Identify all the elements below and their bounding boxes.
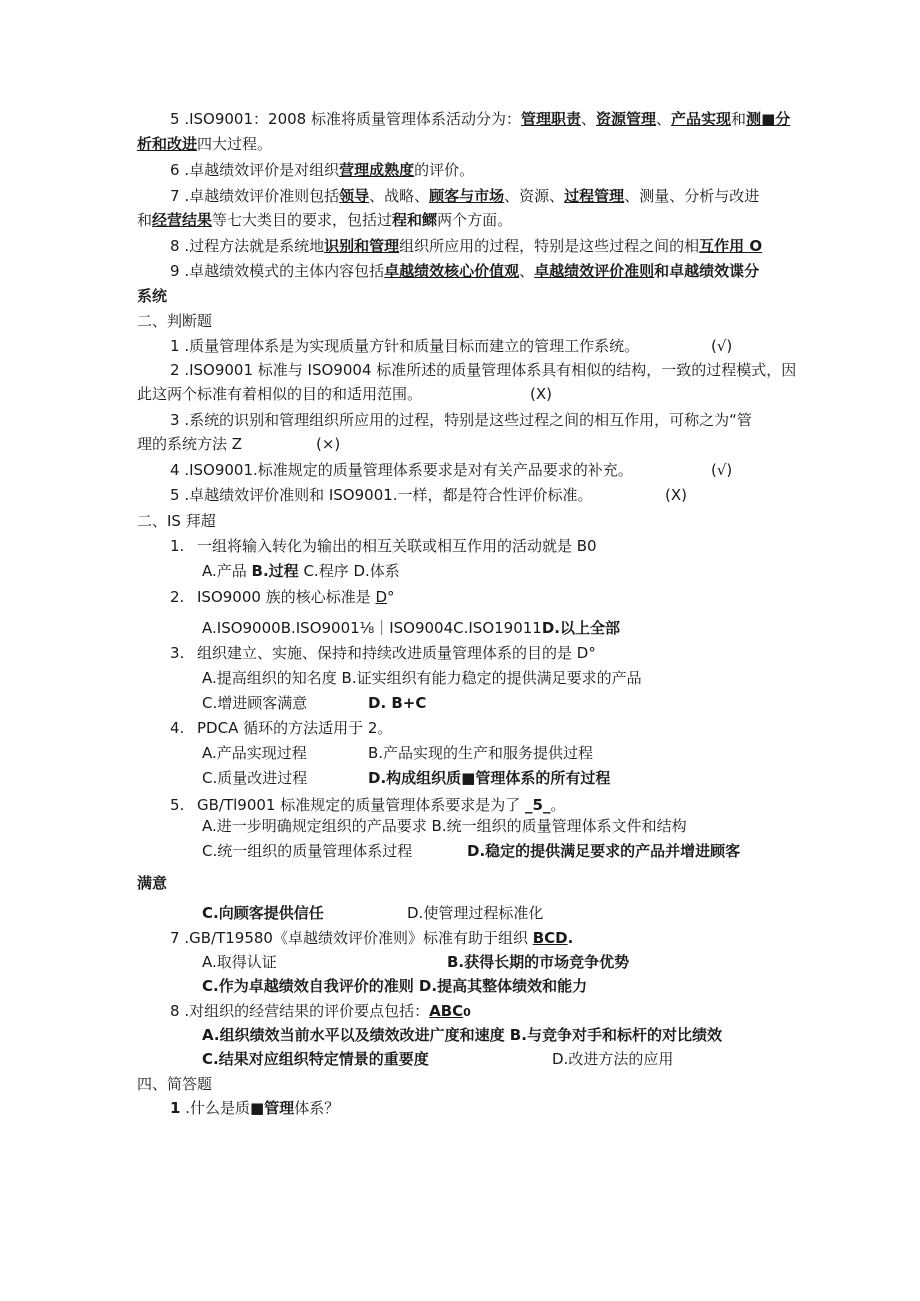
choice-q7-answer: BCD	[532, 929, 568, 947]
judge-item-3-cont: 理的系统方法 Z	[137, 435, 243, 453]
choice-q7	[170, 927, 573, 949]
fill-q5-answer-4-cont: 析和改进	[137, 135, 198, 153]
fill-q7-text-2: 、战略、	[369, 187, 430, 205]
fill-q5-answer-1: 管理职责	[520, 110, 581, 128]
choice-q7-opt-b: B.获得长期的市场竞争优势	[447, 953, 630, 971]
fill-q7	[170, 185, 759, 207]
choice-q3-num: 3.	[170, 644, 185, 662]
judge-item-4-num: 4	[170, 461, 180, 479]
fill-q7-answer-4: 经营结果	[152, 211, 213, 229]
choice-q5-end: 。	[550, 796, 566, 814]
choice-q3-opt2: C.增进顾客满意	[202, 694, 308, 712]
choice-q7-text: .GB/T19580《卓越绩效评价准则》标准有助于组织	[184, 929, 533, 947]
choice-q4-opt-a: A.产品实现过程	[202, 744, 307, 762]
choice-q3-opt2b: D. B+C	[368, 694, 427, 712]
choice-q1-options	[202, 560, 400, 582]
choice-q5-text: GB/Tl9001 标准规定的质量管理体系要求是为了	[197, 796, 526, 814]
choice-q4-opt-d: D.构成组织质■管理体系的所有过程	[368, 769, 611, 787]
choice-q5-opt-d: D.稳定的提供满足要求的产品并增进顾客	[467, 842, 741, 860]
fill-q7-text-3: 、资源、	[504, 187, 565, 205]
fill-q5-cont-text: 四大过程。	[197, 135, 273, 153]
choice-q4	[170, 717, 392, 739]
choice-q5-opt1: A.进一步明确规定组织的产品要求 B.统一组织的质量管理体系文件和结构	[202, 817, 687, 835]
short-q1-text: .什么是质	[185, 1099, 250, 1117]
choice-q8-num: 8	[170, 1002, 180, 1020]
fill-q6-num: 6	[170, 161, 180, 179]
fill-q5-answer-4: 测■分	[746, 110, 791, 128]
choice-q8-opt-c: C.结果对应组织特定情景的重要度	[202, 1050, 429, 1068]
choice-q5-opt-c2: C.向顾客提供信任	[202, 904, 324, 922]
judge-item-3-num: 3	[170, 411, 180, 429]
fill-q5-answer-3: 产品实现	[671, 110, 732, 128]
fill-q5-and: 和	[731, 110, 747, 128]
fill-q7-cont-text: 等七大类目的要求，包括过	[212, 211, 393, 229]
judge-item-1-num: 1	[170, 337, 180, 355]
fill-q5-text: .ISO9001：2008 标准将质量管理体系活动分为：	[184, 110, 521, 128]
choice-q4-opt-c: C.质量改进过程	[202, 769, 308, 787]
choice-q5-opt-d2: D.使管理过程标准化	[407, 904, 544, 922]
fill-q9-sep: 、	[519, 262, 535, 280]
fill-q5-cont	[137, 133, 272, 155]
choice-q8-text: .对组织的经营结果的评价要点包括：	[184, 1002, 430, 1020]
choice-q2-num: 2.	[170, 588, 185, 606]
judge-item-2-cont: 此这两个标准有着相似的目的和适用范围。	[137, 385, 423, 403]
choice-q4-text: PDCA 循环的方法适用于 2。	[197, 719, 393, 737]
fill-q7-answer-5: 程和鳏	[392, 211, 438, 229]
fill-q8-answer-2: 互作用 O	[699, 237, 763, 255]
choice-q2-answer: D	[375, 588, 388, 606]
choice-q2-opt-d: D.以上全部	[541, 619, 621, 637]
choice-q1-opt-rest: C.程序 D.体系	[298, 562, 400, 580]
judge-item-4	[170, 459, 633, 481]
judge-item-1	[170, 335, 639, 357]
fill-q9-cont: 系统	[137, 287, 168, 305]
judge-item-2-text: .ISO9001 标准与 ISO9004 标准所述的质量管理体系具有相似的结构，一致的过程模式，因	[184, 361, 797, 379]
choice-q5-num: 5.	[170, 796, 185, 814]
judge-item-4-text: .ISO9001.标准规定的质量管理体系要求是对有关产品要求的补充。	[184, 461, 633, 479]
judge-item-1-text: .质量管理体系是为实现质量方针和质量目标而建立的管理工作系统。	[184, 337, 640, 355]
fill-q6	[170, 159, 474, 181]
fill-q6-answer: 营理成熟度	[339, 161, 415, 179]
short-q1-bold: ■管理	[250, 1099, 295, 1117]
fill-q9	[170, 260, 759, 282]
choice-q2	[170, 586, 395, 608]
fill-q5-answer-2: 资源管理	[596, 110, 657, 128]
choice-q3-text: 组织建立、实施、保持和持续改进质量管理体系的目的是 D°	[197, 644, 596, 662]
judge-item-5-num: 5	[170, 486, 180, 504]
fill-q5	[170, 108, 790, 130]
fill-q7-answer-1: 领导	[339, 187, 370, 205]
fill-q5-sep-1: 、	[580, 110, 596, 128]
judge-item-2-mark: (X)	[530, 385, 552, 403]
short-q1	[170, 1097, 339, 1119]
choice-q5-opt-c: C.统一组织的质量管理体系过程	[202, 842, 413, 860]
fill-q7-answer-2: 顾客与市场	[429, 187, 505, 205]
choice-q2-deg: °	[387, 588, 395, 606]
fill-q7-cont-end: 两个方面。	[437, 211, 513, 229]
fill-q9-num: 9	[170, 262, 180, 280]
fill-q9-answer-1: 卓越绩效核心价值观	[384, 262, 520, 280]
choice-q3	[170, 642, 596, 664]
judge-item-1-mark: (√)	[711, 337, 733, 355]
choice-q4-opt-b: B.产品实现的生产和服务提供过程	[368, 744, 594, 762]
choice-q1-num: 1.	[170, 537, 185, 555]
short-heading: 四、简答题	[137, 1075, 213, 1093]
short-q1-num: 1	[170, 1099, 181, 1117]
choice-q8	[170, 1000, 471, 1024]
choice-heading: 二、IS 拜超	[137, 512, 216, 530]
fill-q6-text: .卓越绩效评价是对组织	[184, 161, 340, 179]
choice-q1-opt-b: B.过程	[251, 562, 299, 580]
fill-q5-sep-2: 、	[656, 110, 672, 128]
judge-item-3-mark: (×)	[316, 435, 341, 453]
choice-q8-answer: ABC	[429, 1002, 464, 1020]
choice-q2-text: ISO9000 族的核心标准是	[197, 588, 376, 606]
judge-item-5	[170, 484, 593, 506]
short-q1-end: 体系？	[294, 1099, 340, 1117]
fill-q7-cont-and: 和	[137, 211, 153, 229]
choice-q5-answer: _5_	[525, 796, 551, 814]
judge-item-5-text: .卓越绩效评价准则和 ISO9001.一样，都是符合性评价标准。	[184, 486, 593, 504]
choice-q4-num: 4.	[170, 719, 185, 737]
fill-q7-num: 7	[170, 187, 180, 205]
choice-q7-num: 7	[170, 929, 180, 947]
fill-q9-text: .卓越绩效模式的主体内容包括	[184, 262, 385, 280]
choice-q1-text: 一组将输入转化为输出的相互关联或相互作用的活动就是 B0	[197, 537, 597, 555]
choice-q2-options	[202, 617, 620, 639]
fill-q7-text: .卓越绩效评价准则包括	[184, 187, 340, 205]
fill-q8-answer-1: 识别和管理	[324, 237, 400, 255]
fill-q8-text: .过程方法就是系统地	[184, 237, 325, 255]
fill-q9-answer-2: 卓越绩效评价准则	[534, 262, 655, 280]
judge-item-4-mark: (√)	[711, 461, 733, 479]
choice-q5-cont: 满意	[137, 874, 168, 892]
judge-item-5-mark: (X)	[665, 486, 687, 504]
choice-q7-opt-cd: C.作为卓越绩效自我评价的准则 D.提高其整体绩效和能力	[202, 977, 588, 995]
fill-q8	[170, 235, 762, 257]
judge-heading: 二、判断题	[137, 312, 213, 330]
judge-item-3	[170, 409, 752, 431]
choice-q8-sub: 0	[463, 1006, 471, 1019]
choice-q8-opt-d: D.改进方法的应用	[552, 1050, 674, 1068]
choice-q8-opt-ab: A.组织绩效当前水平以及绩效改进广度和速度 B.与竞争对手和标杆的对比绩效	[202, 1026, 722, 1044]
choice-q5	[170, 794, 565, 816]
choice-q2-opts: A.ISO9000B.ISO9001⅛｜ISO9004C.ISO19011	[202, 619, 542, 637]
fill-q7-text-4: 、测量、分析与改进	[624, 187, 760, 205]
fill-q5-num: 5	[170, 110, 180, 128]
fill-q8-num: 8	[170, 237, 180, 255]
choice-q7-dot: .	[567, 929, 574, 947]
choice-q7-opt-a: A.取得认证	[202, 953, 277, 971]
fill-q7-answer-3: 过程管理	[564, 187, 625, 205]
fill-q7-cont	[137, 209, 512, 231]
fill-q6-text-end: 的评价。	[414, 161, 475, 179]
choice-q3-opt1: A.提高组织的知名度 B.证实组织有能力稳定的提供满足要求的产品	[202, 669, 642, 687]
judge-item-2	[170, 359, 796, 381]
choice-q1	[170, 535, 597, 557]
fill-q8-text-2: 组织所应用的过程，特别是这些过程之间的相	[399, 237, 700, 255]
judge-item-3-text: .系统的识别和管理组织所应用的过程，特别是这些过程之间的相互作用，可称之为“管	[184, 411, 752, 429]
judge-item-2-num: 2	[170, 361, 180, 379]
fill-q9-answer-3: 和卓越绩效谍分	[654, 262, 760, 280]
choice-q1-opt-a: A.产品	[202, 562, 252, 580]
